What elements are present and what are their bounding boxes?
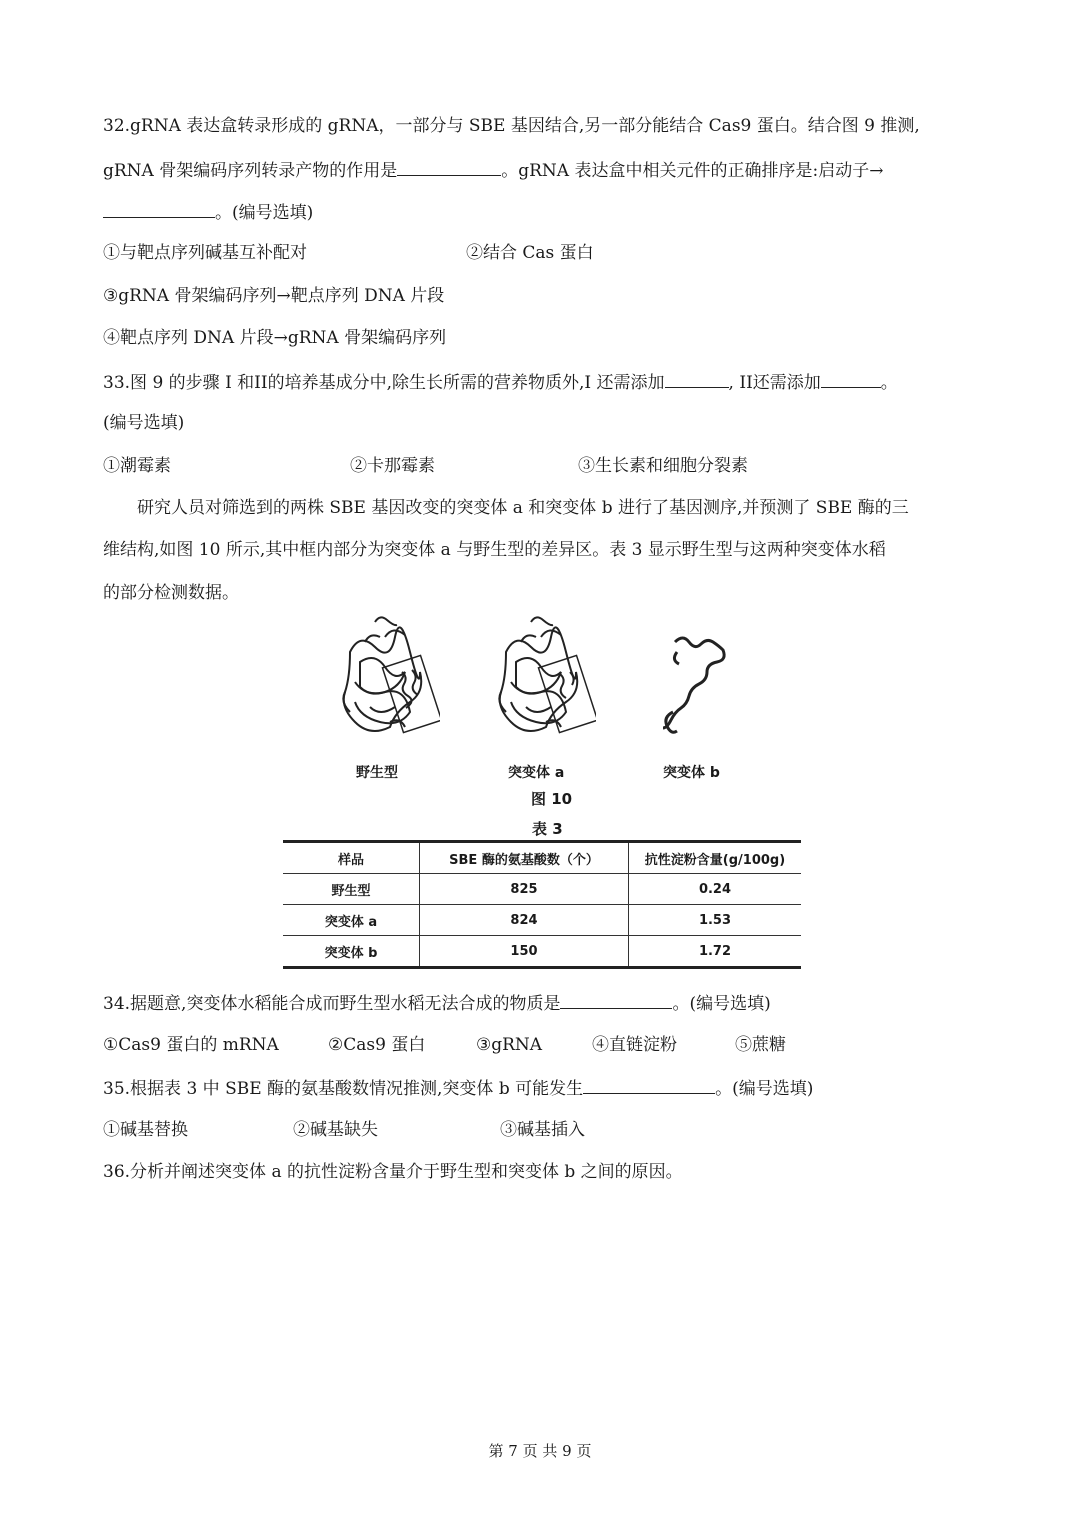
table-header-row <box>283 842 801 874</box>
table3-caption: 表 3 <box>532 820 563 838</box>
table-row <box>283 905 801 936</box>
q32-option-3: ③gRNA 骨架编码序列→靶点序列 DNA 片段 <box>103 286 445 306</box>
q32-line2-text-b: 。gRNA 表达盒中相关元件的正确排序是:启动子→ <box>501 161 884 181</box>
q35-option-3: ③碱基插入 <box>500 1120 585 1140</box>
q32-option-1: ①与靶点序列碱基互补配对 <box>103 243 307 263</box>
table-cell: 野生型 <box>283 874 420 905</box>
q35-text-b: 。(编号选填) <box>715 1079 814 1099</box>
table-row <box>283 936 801 968</box>
figure10-label-wild-type: 野生型 <box>356 765 398 781</box>
q32-blank-2[interactable] <box>103 199 215 218</box>
q34-option-1: ①Cas9 蛋白的 mRNA <box>103 1035 279 1055</box>
figure10-label-mutant-b: 突变体 b <box>663 765 720 781</box>
q33-option-1: ①潮霉素 <box>103 456 171 476</box>
figure10-label-mutant-a: 突变体 a <box>508 765 565 781</box>
q34-option-5: ⑤蔗糖 <box>735 1035 786 1055</box>
q34-option-3: ③gRNA <box>476 1035 543 1055</box>
q34-text-a: 34.据题意,突变体水稻能合成而野生型水稻无法合成的物质是 <box>103 994 561 1014</box>
q33-line2: (编号选填) <box>103 413 185 433</box>
q32-option-2: ②结合 Cas 蛋白 <box>466 243 594 263</box>
mutant-b-protein-structure <box>655 632 745 752</box>
q34-option-2: ②Cas9 蛋白 <box>328 1035 426 1055</box>
q35-option-2: ②碱基缺失 <box>293 1120 378 1140</box>
q32-line1: 32.gRNA 表达盒转录形成的 gRNA，一部分与 SBE 基因结合,另一部分能结合 Cas9 蛋白。结合图 9 推测, <box>103 116 920 136</box>
q33-text-a: 33.图 9 的步骤 I 和II的培养基成分中,除生长所需的营养物质外,I 还需添加 <box>103 373 665 393</box>
q32-line3 <box>103 199 313 225</box>
q35-line1 <box>103 1075 813 1101</box>
intro-line2: 维结构,如图 10 所示,其中框内部分为突变体 a 与野生型的差异区。表 3 显示野生型与这两种突变体水稻 <box>103 540 886 560</box>
table-cell: 824 <box>420 905 629 936</box>
q32-blank-1[interactable] <box>397 157 501 176</box>
q33-option-3: ③生长素和细胞分裂素 <box>578 456 748 476</box>
q32-line2-text-a: gRNA 骨架编码序列转录产物的作用是 <box>103 161 398 181</box>
table-header-resistant-starch: 抗性淀粉含量(g/100g) <box>629 842 802 874</box>
q35-blank[interactable] <box>583 1075 715 1094</box>
table-cell: 1.72 <box>629 936 802 968</box>
q36-line1: 36.分析并阐述突变体 a 的抗性淀粉含量介于野生型和突变体 b 之间的原因。 <box>103 1162 683 1182</box>
table-header-sample: 样品 <box>283 842 420 874</box>
table-cell: 1.53 <box>629 905 802 936</box>
table-row <box>283 874 801 905</box>
intro-line3: 的部分检测数据。 <box>103 583 239 603</box>
q34-blank[interactable] <box>560 990 672 1009</box>
mutant-a-protein-structure <box>486 612 596 762</box>
q33-blank-1[interactable] <box>665 369 729 388</box>
q35-option-1: ①碱基替换 <box>103 1120 188 1140</box>
q32-line2 <box>103 157 883 183</box>
q35-text-a: 35.根据表 3 中 SBE 酶的氨基酸数情况推测,突变体 b 可能发生 <box>103 1079 584 1099</box>
intro-line1: 研究人员对筛选到的两株 SBE 基因改变的突变体 a 和突变体 b 进行了基因测序,并预测了 SBE 酶的三 <box>137 498 909 518</box>
wild-type-protein-structure <box>330 612 440 762</box>
table-header-amino-acids: SBE 酶的氨基酸数（个） <box>420 842 629 874</box>
q34-option-4: ④直链淀粉 <box>592 1035 677 1055</box>
table-cell: 突变体 a <box>283 905 420 936</box>
table3 <box>283 840 801 969</box>
q34-line1 <box>103 990 771 1016</box>
figure10-caption: 图 10 <box>531 790 573 808</box>
q34-text-b: 。(编号选填) <box>672 994 771 1014</box>
table-cell: 0.24 <box>629 874 802 905</box>
table-cell: 150 <box>420 936 629 968</box>
q33-option-2: ②卡那霉素 <box>350 456 435 476</box>
q32-line3-text: 。(编号选填) <box>215 203 314 223</box>
page-footer: 第 7 页 共 9 页 <box>488 1442 592 1460</box>
table-cell: 突变体 b <box>283 936 420 968</box>
q33-text-b: , II还需添加 <box>728 373 821 393</box>
q33-blank-2[interactable] <box>821 369 881 388</box>
q32-option-4: ④靶点序列 DNA 片段→gRNA 骨架编码序列 <box>103 328 447 348</box>
q33-text-c: 。 <box>880 373 898 393</box>
q33-line1 <box>103 369 898 395</box>
table-cell: 825 <box>420 874 629 905</box>
